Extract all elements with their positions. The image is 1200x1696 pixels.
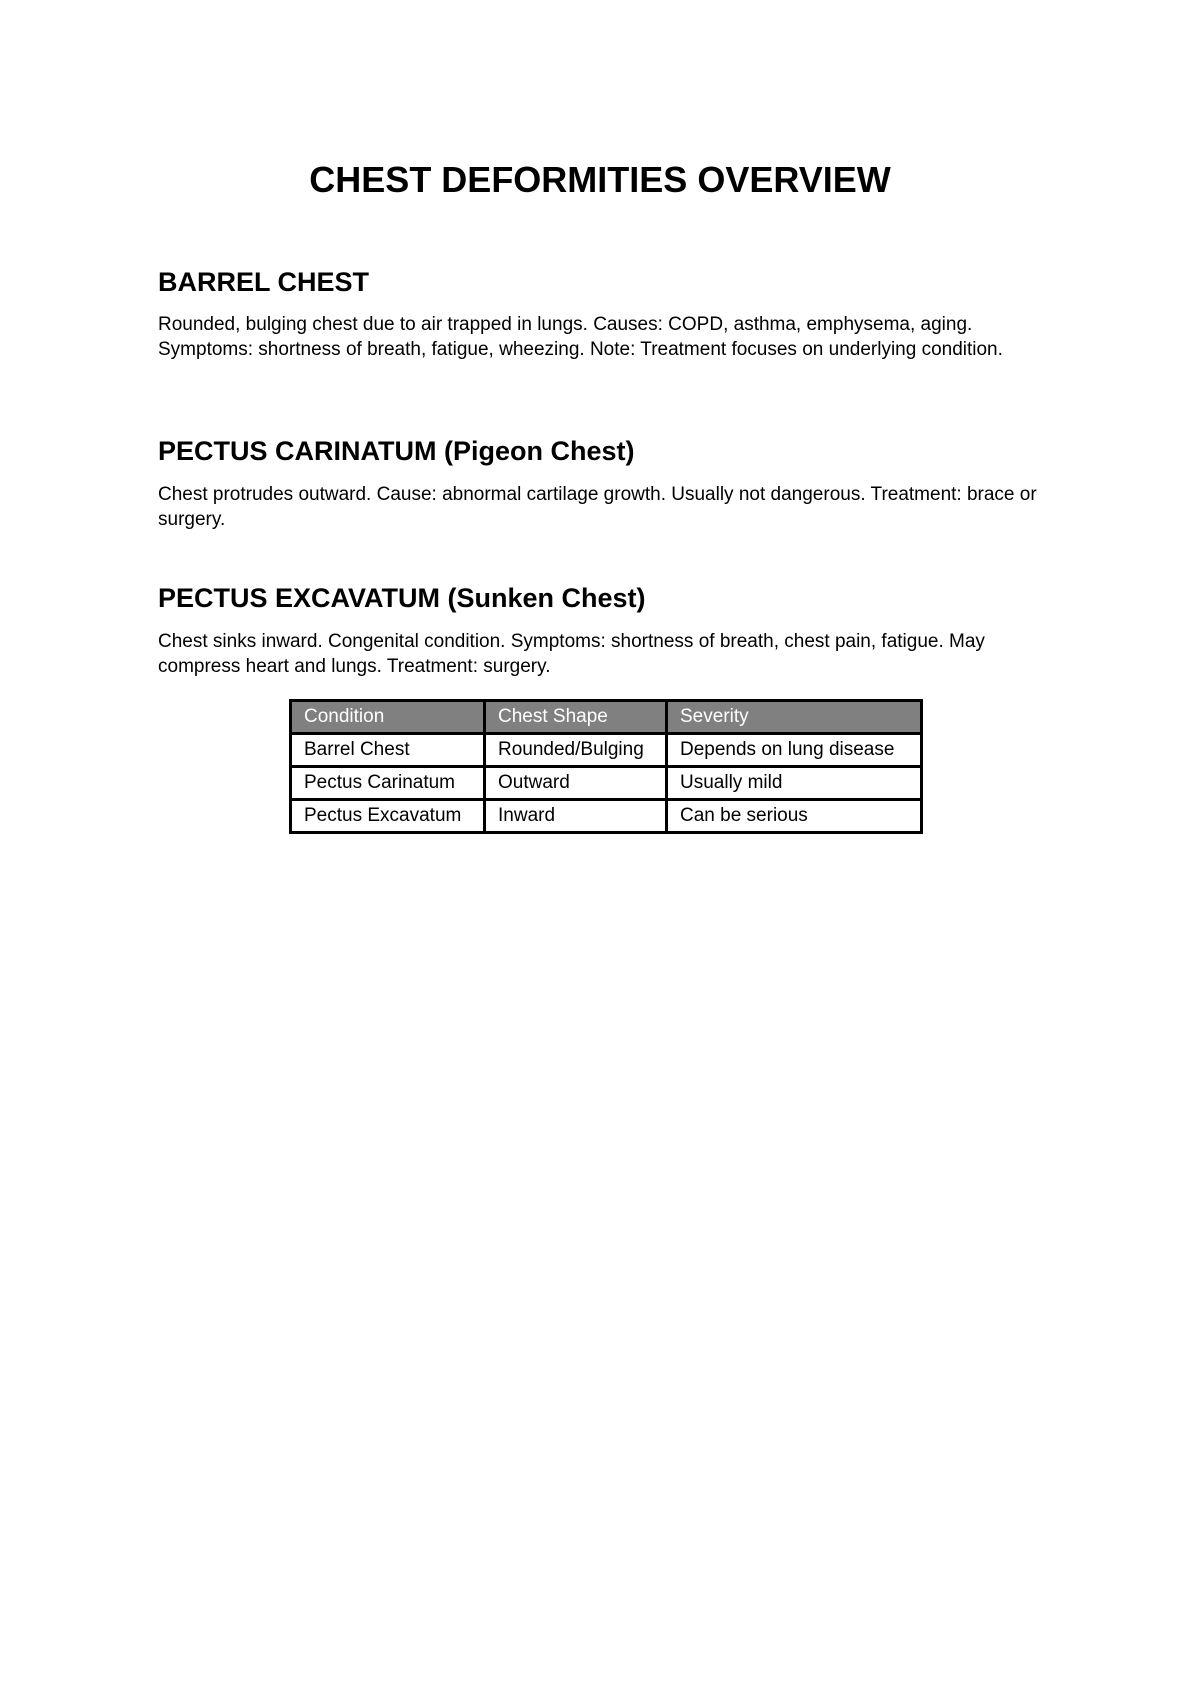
table-cell-severity: Depends on lung disease: [667, 734, 922, 767]
table-cell-condition: Barrel Chest: [291, 734, 485, 767]
table-cell-severity: Can be serious: [667, 800, 922, 833]
section-body-pectus-excavatum: Chest sinks inward. Congenital condition. Symptoms: shortness of breath, chest pain, fatigue. May compress heart and lungs. Treatment: surgery.: [158, 631, 985, 677]
summary-table: [289, 699, 923, 834]
column-header-chest-shape: Chest Shape: [485, 701, 667, 734]
table-row: [291, 767, 922, 800]
table-cell-chest-shape: Outward: [485, 767, 667, 800]
column-header-severity: Severity: [667, 701, 922, 734]
table-cell-severity: Usually mild: [667, 767, 922, 800]
section-body-barrel-chest: Rounded, bulging chest due to air trapped in lungs. Causes: COPD, asthma, emphysema, aging. Symptoms: shortness of breath, fatigue, wheezing. Note: Treatment focuses on underlying condition.: [158, 314, 1003, 360]
section-heading-barrel-chest: BARREL CHEST: [158, 267, 370, 297]
page-title: CHEST DEFORMITIES OVERVIEW: [309, 159, 891, 200]
table-cell-condition: Pectus Carinatum: [291, 767, 485, 800]
table-cell-condition: Pectus Excavatum: [291, 800, 485, 833]
section-heading-pectus-carinatum: PECTUS CARINATUM (Pigeon Chest): [158, 436, 635, 466]
table-cell-chest-shape: Rounded/Bulging: [485, 734, 667, 767]
column-header-condition: Condition: [291, 701, 485, 734]
table-row: [291, 800, 922, 833]
table-cell-chest-shape: Inward: [485, 800, 667, 833]
section-body-pectus-carinatum: Chest protrudes outward. Cause: abnormal cartilage growth. Usually not dangerous. Treatment: brace or surgery.: [158, 484, 1037, 530]
table-row: [291, 734, 922, 767]
table-header-row: [291, 701, 922, 734]
section-heading-pectus-excavatum: PECTUS EXCAVATUM (Sunken Chest): [158, 583, 646, 613]
